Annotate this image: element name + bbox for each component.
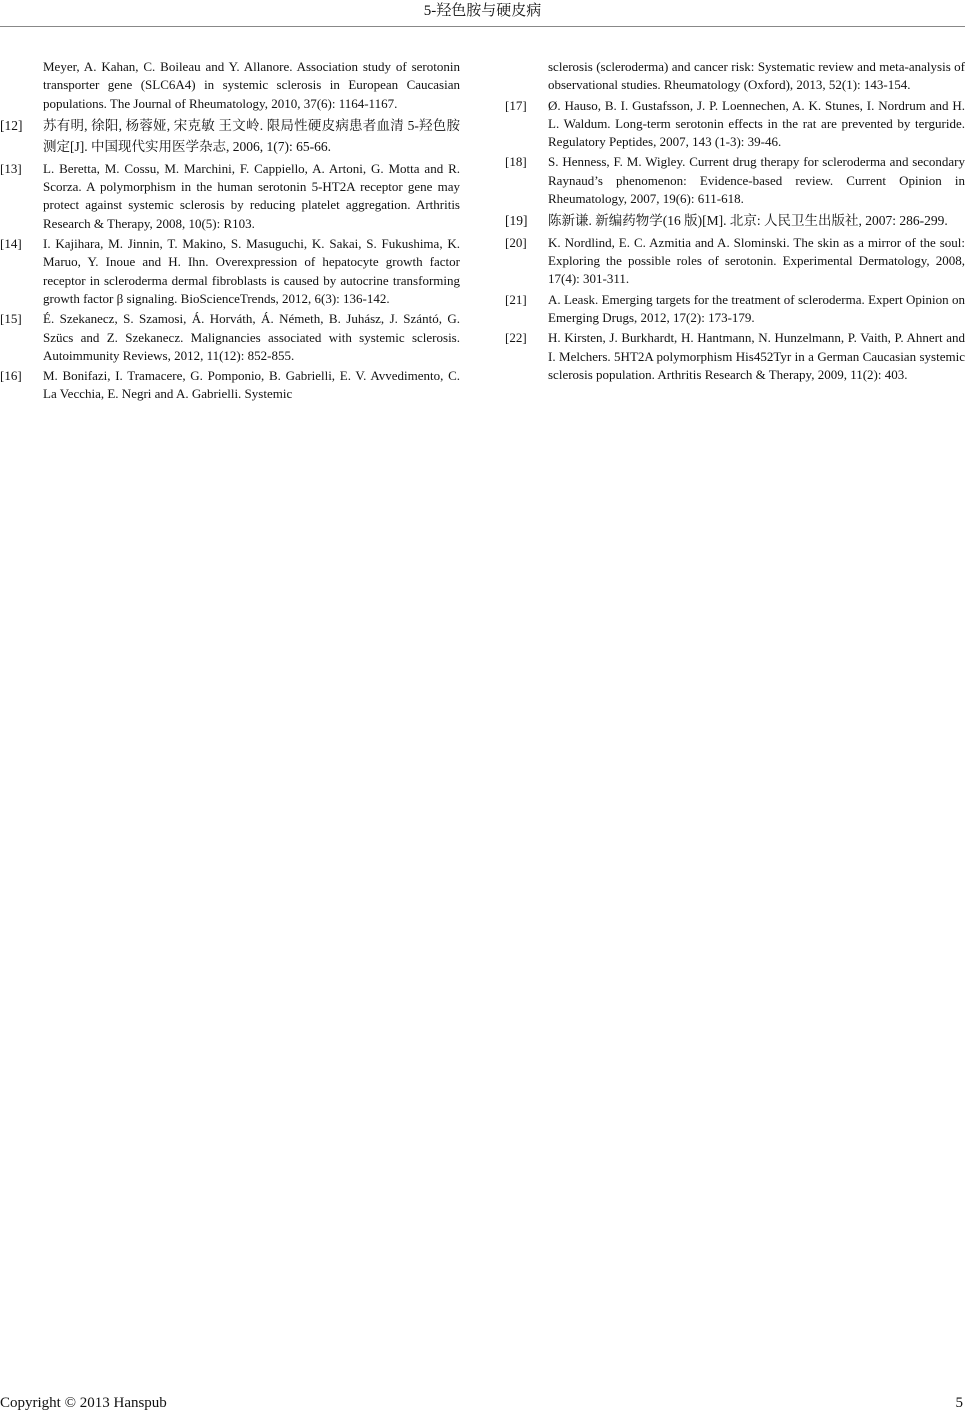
reference-number: [13] xyxy=(0,160,22,176)
reference-item xyxy=(505,210,965,232)
reference-text: I. Kajihara, M. Jinnin, T. Makino, S. Masuguchi, K. Sakai, S. Fukushima, K. Maruo, Y. Inoue and H. Ihn. Overexpression of hepatocyte growth factor receptor in scleroderma dermal fibroblasts is caused by autocrine transforming growth factor β signaling. BioScienceTrends, 2012, 6(3): 136-142. xyxy=(43,236,460,306)
reference-text: A. Leask. Emerging targets for the treatment of scleroderma. Expert Opinion on Emerging Drugs, 2012, 17(2): 173-179. xyxy=(548,291,965,326)
reference-text: L. Beretta, M. Cossu, M. Marchini, F. Cappiello, A. Artoni, G. Motta and R. Scorza. A polymorphism in the human serotonin 5-HT2A receptor gene may protect against systemic sclerosis by reducing platelet aggregation. Arthritis Research & Therapy, 2008, 10(5): R103. xyxy=(43,160,460,231)
reference-item xyxy=(0,367,460,404)
reference-item xyxy=(505,329,965,384)
reference-column-left xyxy=(0,58,460,406)
reference-column-right xyxy=(505,58,965,386)
reference-number: [20] xyxy=(505,234,527,250)
reference-item xyxy=(0,235,460,308)
reference-number: [21] xyxy=(505,291,527,307)
reference-item xyxy=(505,234,965,289)
reference-number: [12] xyxy=(0,117,23,133)
reference-number: [19] xyxy=(505,213,528,229)
reference-item xyxy=(0,310,460,365)
reference-number: [16] xyxy=(0,368,22,384)
reference-text: sclerosis (scleroderma) and cancer risk: Systematic review and meta-analysis of observational studies. Rheumatology (Oxford), 2013, 52(1): 143-154. xyxy=(548,59,965,93)
reference-text: Ø. Hauso, B. I. Gustafsson, J. P. Loennechen, A. K. Stunes, I. Nordrum and H. L. Waldum. Long-term serotonin effects in the rat are prevented by terguride. Regulatory Peptides, 2007, 143 (1-3): 39-46. xyxy=(548,97,965,150)
reference-text: M. Bonifazi, I. Tramacere, G. Pomponio, B. Gabrielli, E. V. Avvedimento, C. La Vecchia, E. Negri and A. Gabrielli. Systemic xyxy=(43,368,460,402)
reference-text: S. Henness, F. M. Wigley. Current drug therapy for scleroderma and secondary Raynaud’s phenomenon: Evidence-based review. Current Opinion in Rheumatology, 2007, 19(6): 611-618. xyxy=(548,154,965,207)
reference-text: 苏有明, 徐阳, 杨蓉娅, 宋克敏 王文岭. 限局性硬皮病患者血清 5-羟色胺测定[J]. 中国现代实用医学杂志, 2006, 1(7): 65-66. xyxy=(43,117,460,155)
copyright-notice: Copyright © 2013 Hanspub xyxy=(0,1395,167,1411)
running-header xyxy=(0,0,965,27)
reference-item xyxy=(505,58,965,95)
reference-item xyxy=(505,153,965,208)
reference-number: [18] xyxy=(505,154,527,170)
reference-text: K. Nordlind, E. C. Azmitia and A. Slominski. The skin as a mirror of the soul: Exploring the possible roles of serotonin. Experimental Dermatology, 2008, 17(4): 301-311. xyxy=(548,234,965,287)
reference-text: É. Szekanecz, S. Szamosi, Á. Horváth, Á. Németh, B. Juhász, J. Szántó, G. Szücs and Z. Szekanecz. Malignancies associated with systemic sclerosis. Autoimmunity Reviews, 2012, 11(12): 852-855. xyxy=(43,311,460,363)
reference-text: Meyer, A. Kahan, C. Boileau and Y. Allanore. Association study of serotonin transporter gene (SLC6A4) in systemic sclerosis in European Caucasian populations. The Journal of Rheumatology, 2010, 37(6): 1164-1167. xyxy=(43,59,460,111)
page-number: 5 xyxy=(955,1395,963,1411)
reference-number: [17] xyxy=(505,97,527,113)
page-footer xyxy=(0,1392,965,1414)
reference-item xyxy=(505,97,965,152)
reference-item xyxy=(0,115,460,158)
running-header-title: 5-羟色胺与硬皮病 xyxy=(423,3,542,19)
reference-item xyxy=(0,160,460,233)
reference-item xyxy=(0,58,460,113)
reference-number: [15] xyxy=(0,311,22,327)
reference-text: H. Kirsten, J. Burkhardt, H. Hantmann, N. Hunzelmann, P. Vaith, P. Ahnert and I. Melchers. 5HT2A polymorphism His452Tyr in a German Caucasian systemic sclerosis population. Arthritis Research & Therapy, 2009, 11(2): 403. xyxy=(548,330,965,382)
reference-text: 陈新谦. 新编药物学(16 版)[M]. 北京: 人民卫生出版社, 2007: 286-299. xyxy=(548,213,948,229)
reference-item xyxy=(505,291,965,328)
reference-number: [14] xyxy=(0,236,22,252)
reference-number: [22] xyxy=(505,330,527,346)
